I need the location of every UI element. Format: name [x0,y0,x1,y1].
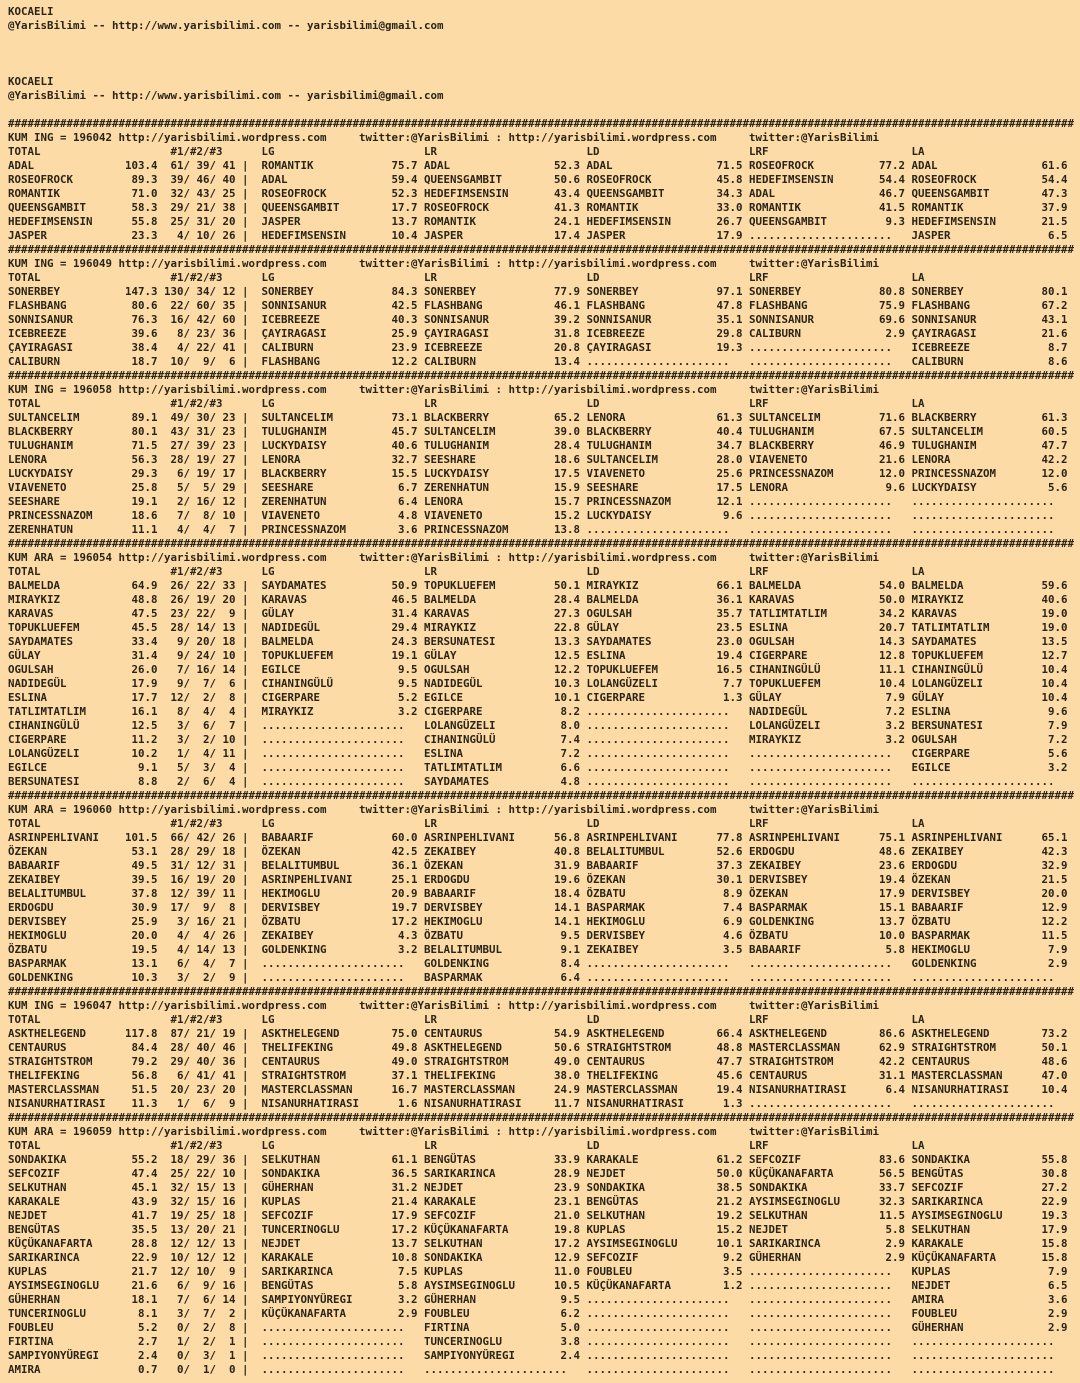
table-row: ÖZEKAN 53.1 28/ 29/ 18 | ÖZEKAN 42.5 ZEKAIBEY 40.8 BELALITUMBUL 52.6 ERDOGDU 48.6 ZEKAIBEY 42.3 [8,845,1068,858]
table-row: GÜLAY 31.4 9/ 24/ 10 | TOPUKLUEFEM 19.1 GÜLAY 12.5 ESLINA 19.4 CIGERPARE 12.8 TOPUKLUEFEM 12.7 [8,649,1068,662]
table-row: AMIRA 0.7 0/ 1/ 0 | ...................... ...................... ...................... ...................... ...................... [8,1363,1068,1376]
table-row: ASRINPEHLIVANI 101.5 66/ 42/ 26 | BABAARIF 60.0 ASRINPEHLIVANI 56.8 ASRINPEHLIVANI 77.8 ASRINPEHLIVANI 75.1 ASRINPEHLIVANI 65.1 [8,831,1068,844]
table-row: BABAARIF 49.5 31/ 12/ 31 | BELALITUMBUL 36.1 ÖZEKAN 31.9 BABAARIF 37.3 ZEKAIBEY 23.6 ERDOGDU 32.9 [8,859,1068,872]
table-row: ROSEOFROCK 89.3 39/ 46/ 40 | ADAL 59.4 QUEENSGAMBIT 50.6 ROSEOFROCK 45.8 HEDEFIMSENSIN 54.4 ROSEOFROCK 54.4 [8,173,1068,186]
table-row: QUEENSGAMBIT 58.3 29/ 21/ 38 | QUEENSGAMBIT 17.7 ROSEOFROCK 41.3 ROMANTIK 33.0 ROMANTIK 41.5 ROMANTIK 37.9 [8,201,1068,214]
table-row: HEKIMOGLU 20.0 4/ 4/ 26 | ZEKAIBEY 4.3 ÖZBATU 9.5 DERVISBEY 4.6 ÖZBATU 10.0 BASPARMAK 11.5 [8,929,1068,942]
table-row: ÇAYIRAGASI 38.4 4/ 22/ 41 | CALIBURN 23.9 ICEBREEZE 20.8 ÇAYIRAGASI 19.3 ...................... ICEBREEZE 8.7 [8,341,1068,354]
table-row: SONERBEY 147.3 130/ 34/ 12 | SONERBEY 84.3 SONERBEY 77.9 SONERBEY 97.1 SONERBEY 80.8 SONERBEY 80.1 [8,285,1068,298]
table-row: BENGÜTAS 35.5 13/ 20/ 21 | TUNCERINOGLU 17.2 KÜÇÜKANAFARTA 19.8 KUPLAS 15.2 NEJDET 5.8 SELKUTHAN 17.9 [8,1223,1068,1236]
column-header: TOTAL #1/#2/#3 LG LR LD LRF LA [8,817,925,830]
table-row: JASPER 23.3 4/ 10/ 26 | HEDEFIMSENSIN 10.4 JASPER 17.4 JASPER 17.9 ...................... JASPER 6.5 [8,229,1068,242]
table-row: SULTANCELIM 89.1 49/ 30/ 23 | SULTANCELIM 73.1 BLACKBERRY 65.2 LENORA 61.3 SULTANCELIM 71.6 BLACKBERRY 61.3 [8,411,1068,424]
table-row: STRAIGHTSTROM 79.2 29/ 40/ 36 | CENTAURUS 49.0 STRAIGHTSTROM 49.0 CENTAURUS 47.7 STRAIGHTSTROM 42.2 CENTAURUS 48.6 [8,1055,1068,1068]
column-header: TOTAL #1/#2/#3 LG LR LD LRF LA [8,271,925,284]
table-row: GÜHERHAN 18.1 7/ 6/ 14 | SAMPIYONYÜREGI 3.2 GÜHERHAN 9.5 ...................... ...................... AMIRA 3.6 [8,1293,1068,1306]
table-row: KÜÇÜKANAFARTA 28.8 12/ 12/ 13 | NEJDET 13.7 SELKUTHAN 17.2 AYSIMSEGINOGLU 10.1 SARIKARINCA 2.9 KARAKALE 15.8 [8,1237,1068,1250]
table-row: BELALITUMBUL 37.8 12/ 39/ 11 | HEKIMOGLU 20.9 BABAARIF 18.4 ÖZBATU 8.9 ÖZEKAN 17.9 DERVISBEY 20.0 [8,887,1068,900]
table-row: CENTAURUS 84.4 28/ 40/ 46 | THELIFEKING 49.8 ASKTHELEGEND 50.6 STRAIGHTSTROM 48.8 MASTERCLASSMAN 62.9 STRAIGHTSTROM 50.1 [8,1041,1068,1054]
section-separator: #################################################################################################################################################################### [8,537,1075,550]
table-row: TUNCERINOGLU 8.1 3/ 7/ 2 | KÜÇÜKANAFARTA 2.9 FOUBLEU 6.2 ...................... ...................... FOUBLEU 2.9 [8,1307,1068,1320]
section-header: KUM ING = 196042 http://yarisbilimi.wordpress.com twitter:@YarisBilimi : http://yarisbilimi.wordpress.com twitter:@YarisBilimi [8,131,880,144]
table-row: ZEKAIBEY 39.5 16/ 19/ 20 | ASRINPEHLIVANI 25.1 ERDOGDU 19.6 ÖZEKAN 30.1 DERVISBEY 19.4 ÖZEKAN 21.5 [8,873,1068,886]
table-row: BLACKBERRY 80.1 43/ 31/ 23 | TULUGHANIM 45.7 SULTANCELIM 39.0 BLACKBERRY 40.4 TULUGHANIM 67.5 SULTANCELIM 60.5 [8,425,1068,438]
blank-line [8,47,1080,61]
page-location: KOCAELI [8,75,54,88]
column-header: TOTAL #1/#2/#3 LG LR LD LRF LA [8,1139,925,1152]
table-row: EGILCE 9.1 5/ 3/ 4 | ...................... TATLIMTATLIM 6.6 ...................... ...................... EGILCE 3.2 [8,761,1068,774]
blank-line [8,61,1080,75]
table-row: ICEBREEZE 39.6 8/ 23/ 36 | ÇAYIRAGASI 25.9 ÇAYIRAGASI 31.8 ICEBREEZE 29.8 CALIBURN 2.9 ÇAYIRAGASI 21.6 [8,327,1068,340]
table-row: MASTERCLASSMAN 51.5 20/ 23/ 20 | MASTERCLASSMAN 16.7 MASTERCLASSMAN 24.9 MASTERCLASSMAN 19.4 NISANURHATIRASI 6.4 NISANURHATIRASI 10.4 [8,1083,1068,1096]
table-row: ASKTHELEGEND 117.8 87/ 21/ 19 | ASKTHELEGEND 75.0 CENTAURUS 54.9 ASKTHELEGEND 66.4 ASKTHELEGEND 86.6 ASKTHELEGEND 73.2 [8,1027,1068,1040]
section-header: KUM ING = 196047 http://yarisbilimi.wordpress.com twitter:@YarisBilimi : http://yarisbilimi.wordpress.com twitter:@YarisBilimi [8,999,880,1012]
page-byline: @YarisBilimi -- http://www.yarisbilimi.com -- yarisbilimi@gmail.com [8,89,444,102]
column-header: TOTAL #1/#2/#3 LG LR LD LRF LA [8,1013,925,1026]
table-row: HEDEFIMSENSIN 55.8 25/ 31/ 20 | JASPER 13.7 ROMANTIK 24.1 HEDEFIMSENSIN 26.7 QUEENSGAMBIT 9.3 HEDEFIMSENSIN 21.5 [8,215,1068,228]
table-row: FIRTINA 2.7 1/ 2/ 1 | ...................... TUNCERINOGLU 3.8 ...................... ...................... ...................... [8,1335,1068,1348]
section-separator: #################################################################################################################################################################### [8,1111,1075,1124]
table-row: OGULSAH 26.0 7/ 16/ 14 | EGILCE 9.5 OGULSAH 12.2 TOPUKLUEFEM 16.5 CIHANINGÜLÜ 11.1 CIHANINGÜLÜ 10.4 [8,663,1068,676]
table-row: ROMANTIK 71.0 32/ 43/ 25 | ROSEOFROCK 52.3 HEDEFIMSENSIN 43.4 QUEENSGAMBIT 34.3 ADAL 46.7 QUEENSGAMBIT 47.3 [8,187,1068,200]
table-row: ZERENHATUN 11.1 4/ 4/ 7 | PRINCESSNAZOM 3.6 PRINCESSNAZOM 13.8 ...................... ...................... ...................... [8,523,1068,536]
column-header: TOTAL #1/#2/#3 LG LR LD LRF LA [8,397,925,410]
section-separator: #################################################################################################################################################################### [8,789,1075,802]
table-row: DERVISBEY 25.9 3/ 16/ 21 | ÖZBATU 17.2 HEKIMOGLU 14.1 HEKIMOGLU 6.9 GOLDENKING 13.7 ÖZBATU 12.2 [8,915,1068,928]
table-row: PRINCESSNAZOM 18.6 7/ 8/ 10 | VIAVENETO 4.8 VIAVENETO 15.2 LUCKYDAISY 9.6 ...................... ...................... [8,509,1068,522]
table-row: SEFCOZIF 47.4 25/ 22/ 10 | SONDAKIKA 36.5 SARIKARINCA 28.9 NEJDET 50.0 KÜÇÜKANAFARTA 56.5 BENGÜTAS 30.8 [8,1167,1068,1180]
section-separator: #################################################################################################################################################################### [8,985,1075,998]
table-row: BERSUNATESI 8.8 2/ 6/ 4 | ...................... SAYDAMATES 4.8 ...................... ...................... ...................... [8,775,1068,788]
table-row: MIRAYKIZ 48.8 26/ 19/ 20 | KARAVAS 46.5 BALMELDA 28.4 BALMELDA 36.1 KARAVAS 50.0 MIRAYKIZ 40.6 [8,593,1068,606]
column-header: TOTAL #1/#2/#3 LG LR LD LRF LA [8,565,925,578]
table-row: KARAKALE 43.9 32/ 15/ 16 | KUPLAS 21.4 KARAKALE 23.1 BENGÜTAS 21.2 AYSIMSEGINOGLU 32.3 SARIKARINCA 22.9 [8,1195,1068,1208]
table-row: SEESHARE 19.1 2/ 16/ 12 | ZERENHATUN 6.4 LENORA 15.7 PRINCESSNAZOM 12.1 ...................... ...................... [8,495,1068,508]
table-row: SAMPIYONYÜREGI 2.4 0/ 3/ 1 | ...................... SAMPIYONYÜREGI 2.4 ...................... ...................... ...................... [8,1349,1068,1362]
table-row: THELIFEKING 56.8 6/ 41/ 41 | STRAIGHTSTROM 37.1 THELIFEKING 38.0 THELIFEKING 45.6 CENTAURUS 31.1 MASTERCLASSMAN 47.0 [8,1069,1068,1082]
table-row: TOPUKLUEFEM 45.5 28/ 14/ 13 | NADIDEGÜL 29.4 MIRAYKIZ 22.8 GÜLAY 23.5 ESLINA 20.7 TATLIMTATLIM 19.0 [8,621,1068,634]
table-row: BALMELDA 64.9 26/ 22/ 33 | SAYDAMATES 50.9 TOPUKLUEFEM 50.1 MIRAYKIZ 66.1 BALMELDA 54.0 BALMELDA 59.6 [8,579,1068,592]
table-row: SONDAKIKA 55.2 18/ 29/ 36 | SELKUTHAN 61.1 BENGÜTAS 33.9 KARAKALE 61.2 SEFCOZIF 83.6 SONDAKIKA 55.8 [8,1153,1068,1166]
table-row: LUCKYDAISY 29.3 6/ 19/ 17 | BLACKBERRY 15.5 LUCKYDAISY 17.5 VIAVENETO 25.6 PRINCESSNAZOM 12.0 PRINCESSNAZOM 12.0 [8,467,1068,480]
table-row: FOUBLEU 5.2 0/ 2/ 8 | ...................... FIRTINA 5.0 ...................... ...................... GÜHERHAN 2.9 [8,1321,1068,1334]
table-row: CIGERPARE 11.2 3/ 2/ 10 | ...................... CIHANINGÜLÜ 7.4 ...................... MIRAYKIZ 3.2 OGULSAH 7.2 [8,733,1068,746]
table-row: KUPLAS 21.7 12/ 10/ 9 | SARIKARINCA 7.5 KUPLAS 11.0 FOUBLEU 3.5 ...................... KUPLAS 7.9 [8,1265,1068,1278]
table-row: CALIBURN 18.7 10/ 9/ 6 | FLASHBANG 12.2 CALIBURN 13.4 ...................... ...................... CALIBURN 8.6 [8,355,1068,368]
page-location: KOCAELI [8,5,54,18]
table-row: ADAL 103.4 61/ 39/ 41 | ROMANTIK 75.7 ADAL 52.3 ADAL 71.5 ROSEOFROCK 77.2 ADAL 61.6 [8,159,1068,172]
table-row: AYSIMSEGINOGLU 21.6 6/ 9/ 16 | BENGÜTAS 5.8 AYSIMSEGINOGLU 10.5 KÜÇÜKANAFARTA 1.2 ...................... NEJDET 6.5 [8,1279,1068,1292]
table-row: NEJDET 41.7 19/ 25/ 18 | SEFCOZIF 17.9 SEFCOZIF 21.0 SELKUTHAN 19.2 SELKUTHAN 11.5 AYSIMSEGINOGLU 19.3 [8,1209,1068,1222]
section-separator: #################################################################################################################################################################### [8,243,1075,256]
section-header: KUM ARA = 196060 http://yarisbilimi.wordpress.com twitter:@YarisBilimi : http://yarisbilimi.wordpress.com twitter:@YarisBilimi [8,803,880,816]
table-row: NISANURHATIRASI 11.3 1/ 6/ 9 | NISANURHATIRASI 1.6 NISANURHATIRASI 11.7 NISANURHATIRASI 1.3 ...................... ...................... [8,1097,1068,1110]
table-row: ESLINA 17.7 12/ 2/ 8 | CIGERPARE 5.2 EGILCE 10.1 CIGERPARE 1.3 GÜLAY 7.9 GÜLAY 10.4 [8,691,1068,704]
table-row: LOLANGÜZELI 10.2 1/ 4/ 11 | ...................... ESLINA 7.2 ...................... ...................... CIGERPARE 5.6 [8,747,1068,760]
table-row: ÖZBATU 19.5 4/ 14/ 13 | GOLDENKING 3.2 BELALITUMBUL 9.1 ZEKAIBEY 3.5 BABAARIF 5.8 HEKIMOGLU 7.9 [8,943,1068,956]
blank-line [8,103,1080,117]
table-row: FLASHBANG 80.6 22/ 60/ 35 | SONNISANUR 42.5 FLASHBANG 46.1 FLASHBANG 47.8 FLASHBANG 75.9 FLASHBANG 67.2 [8,299,1068,312]
table-row: BASPARMAK 13.1 6/ 4/ 7 | ...................... GOLDENKING 8.4 ...................... ...................... GOLDENKING 2.9 [8,957,1068,970]
table-row: NADIDEGÜL 17.9 9/ 7/ 6 | CIHANINGÜLÜ 9.5 NADIDEGÜL 10.3 LOLANGÜZELI 7.7 TOPUKLUEFEM 10.4 LOLANGÜZELI 10.4 [8,677,1068,690]
table-row: ERDOGDU 30.9 17/ 9/ 8 | DERVISBEY 19.7 DERVISBEY 14.1 BASPARMAK 7.4 BASPARMAK 15.1 BABAARIF 12.9 [8,901,1068,914]
section-header: KUM ARA = 196059 http://yarisbilimi.wordpress.com twitter:@YarisBilimi : http://yarisbilimi.wordpress.com twitter:@YarisBilimi [8,1125,880,1138]
column-header: TOTAL #1/#2/#3 LG LR LD LRF LA [8,145,925,158]
table-row: CIHANINGÜLÜ 12.5 3/ 6/ 7 | ...................... LOLANGÜZELI 8.0 ...................... LOLANGÜZELI 3.2 BERSUNATESI 7.9 [8,719,1068,732]
section-header: KUM ING = 196058 http://yarisbilimi.wordpress.com twitter:@YarisBilimi : http://yarisbilimi.wordpress.com twitter:@YarisBilimi [8,383,880,396]
section-separator: #################################################################################################################################################################### [8,369,1075,382]
section-header: KUM ARA = 196054 http://yarisbilimi.wordpress.com twitter:@YarisBilimi : http://yarisbilimi.wordpress.com twitter:@YarisBilimi [8,551,880,564]
table-row: VIAVENETO 25.8 5/ 5/ 29 | SEESHARE 6.7 ZERENHATUN 15.9 SEESHARE 17.5 LENORA 9.6 LUCKYDAISY 5.6 [8,481,1068,494]
table-row: SARIKARINCA 22.9 10/ 12/ 12 | KARAKALE 10.8 SONDAKIKA 12.9 SEFCOZIF 9.2 GÜHERHAN 2.9 KÜÇÜKANAFARTA 15.8 [8,1251,1068,1264]
table-row: SONNISANUR 76.3 16/ 42/ 60 | ICEBREEZE 40.3 SONNISANUR 39.2 SONNISANUR 35.1 SONNISANUR 69.6 SONNISANUR 43.1 [8,313,1068,326]
table-row: SAYDAMATES 33.4 9/ 20/ 18 | BALMELDA 24.3 BERSUNATESI 13.3 SAYDAMATES 23.0 OGULSAH 14.3 SAYDAMATES 13.5 [8,635,1068,648]
section-separator: #################################################################################################################################################################### [8,117,1075,130]
table-row: KARAVAS 47.5 23/ 22/ 9 | GÜLAY 31.4 KARAVAS 27.3 OGULSAH 35.7 TATLIMTATLIM 34.2 KARAVAS 19.0 [8,607,1068,620]
blank-line [8,33,1080,47]
section-header: KUM ING = 196049 http://yarisbilimi.wordpress.com twitter:@YarisBilimi : http://yarisbilimi.wordpress.com twitter:@YarisBilimi [8,257,880,270]
page-byline: @YarisBilimi -- http://www.yarisbilimi.com -- yarisbilimi@gmail.com [8,19,444,32]
table-row: TATLIMTATLIM 16.1 8/ 4/ 4 | MIRAYKIZ 3.2 CIGERPARE 8.2 ...................... NADIDEGÜL 7.2 ESLINA 9.6 [8,705,1068,718]
table-row: SELKUTHAN 45.1 32/ 15/ 13 | GÜHERHAN 31.2 NEJDET 23.9 SONDAKIKA 38.5 SONDAKIKA 33.7 SEFCOZIF 27.2 [8,1181,1068,1194]
race-statistics-report [8,117,1080,1377]
table-row: GOLDENKING 10.3 3/ 2/ 9 | ...................... BASPARMAK 6.4 ...................... ...................... ...................... [8,971,1068,984]
table-row: LENORA 56.3 28/ 19/ 27 | LENORA 32.7 SEESHARE 18.6 SULTANCELIM 28.0 VIAVENETO 21.6 LENORA 42.2 [8,453,1068,466]
table-row: TULUGHANIM 71.5 27/ 39/ 23 | LUCKYDAISY 40.6 TULUGHANIM 28.4 TULUGHANIM 34.7 BLACKBERRY 46.9 TULUGHANIM 47.7 [8,439,1068,452]
